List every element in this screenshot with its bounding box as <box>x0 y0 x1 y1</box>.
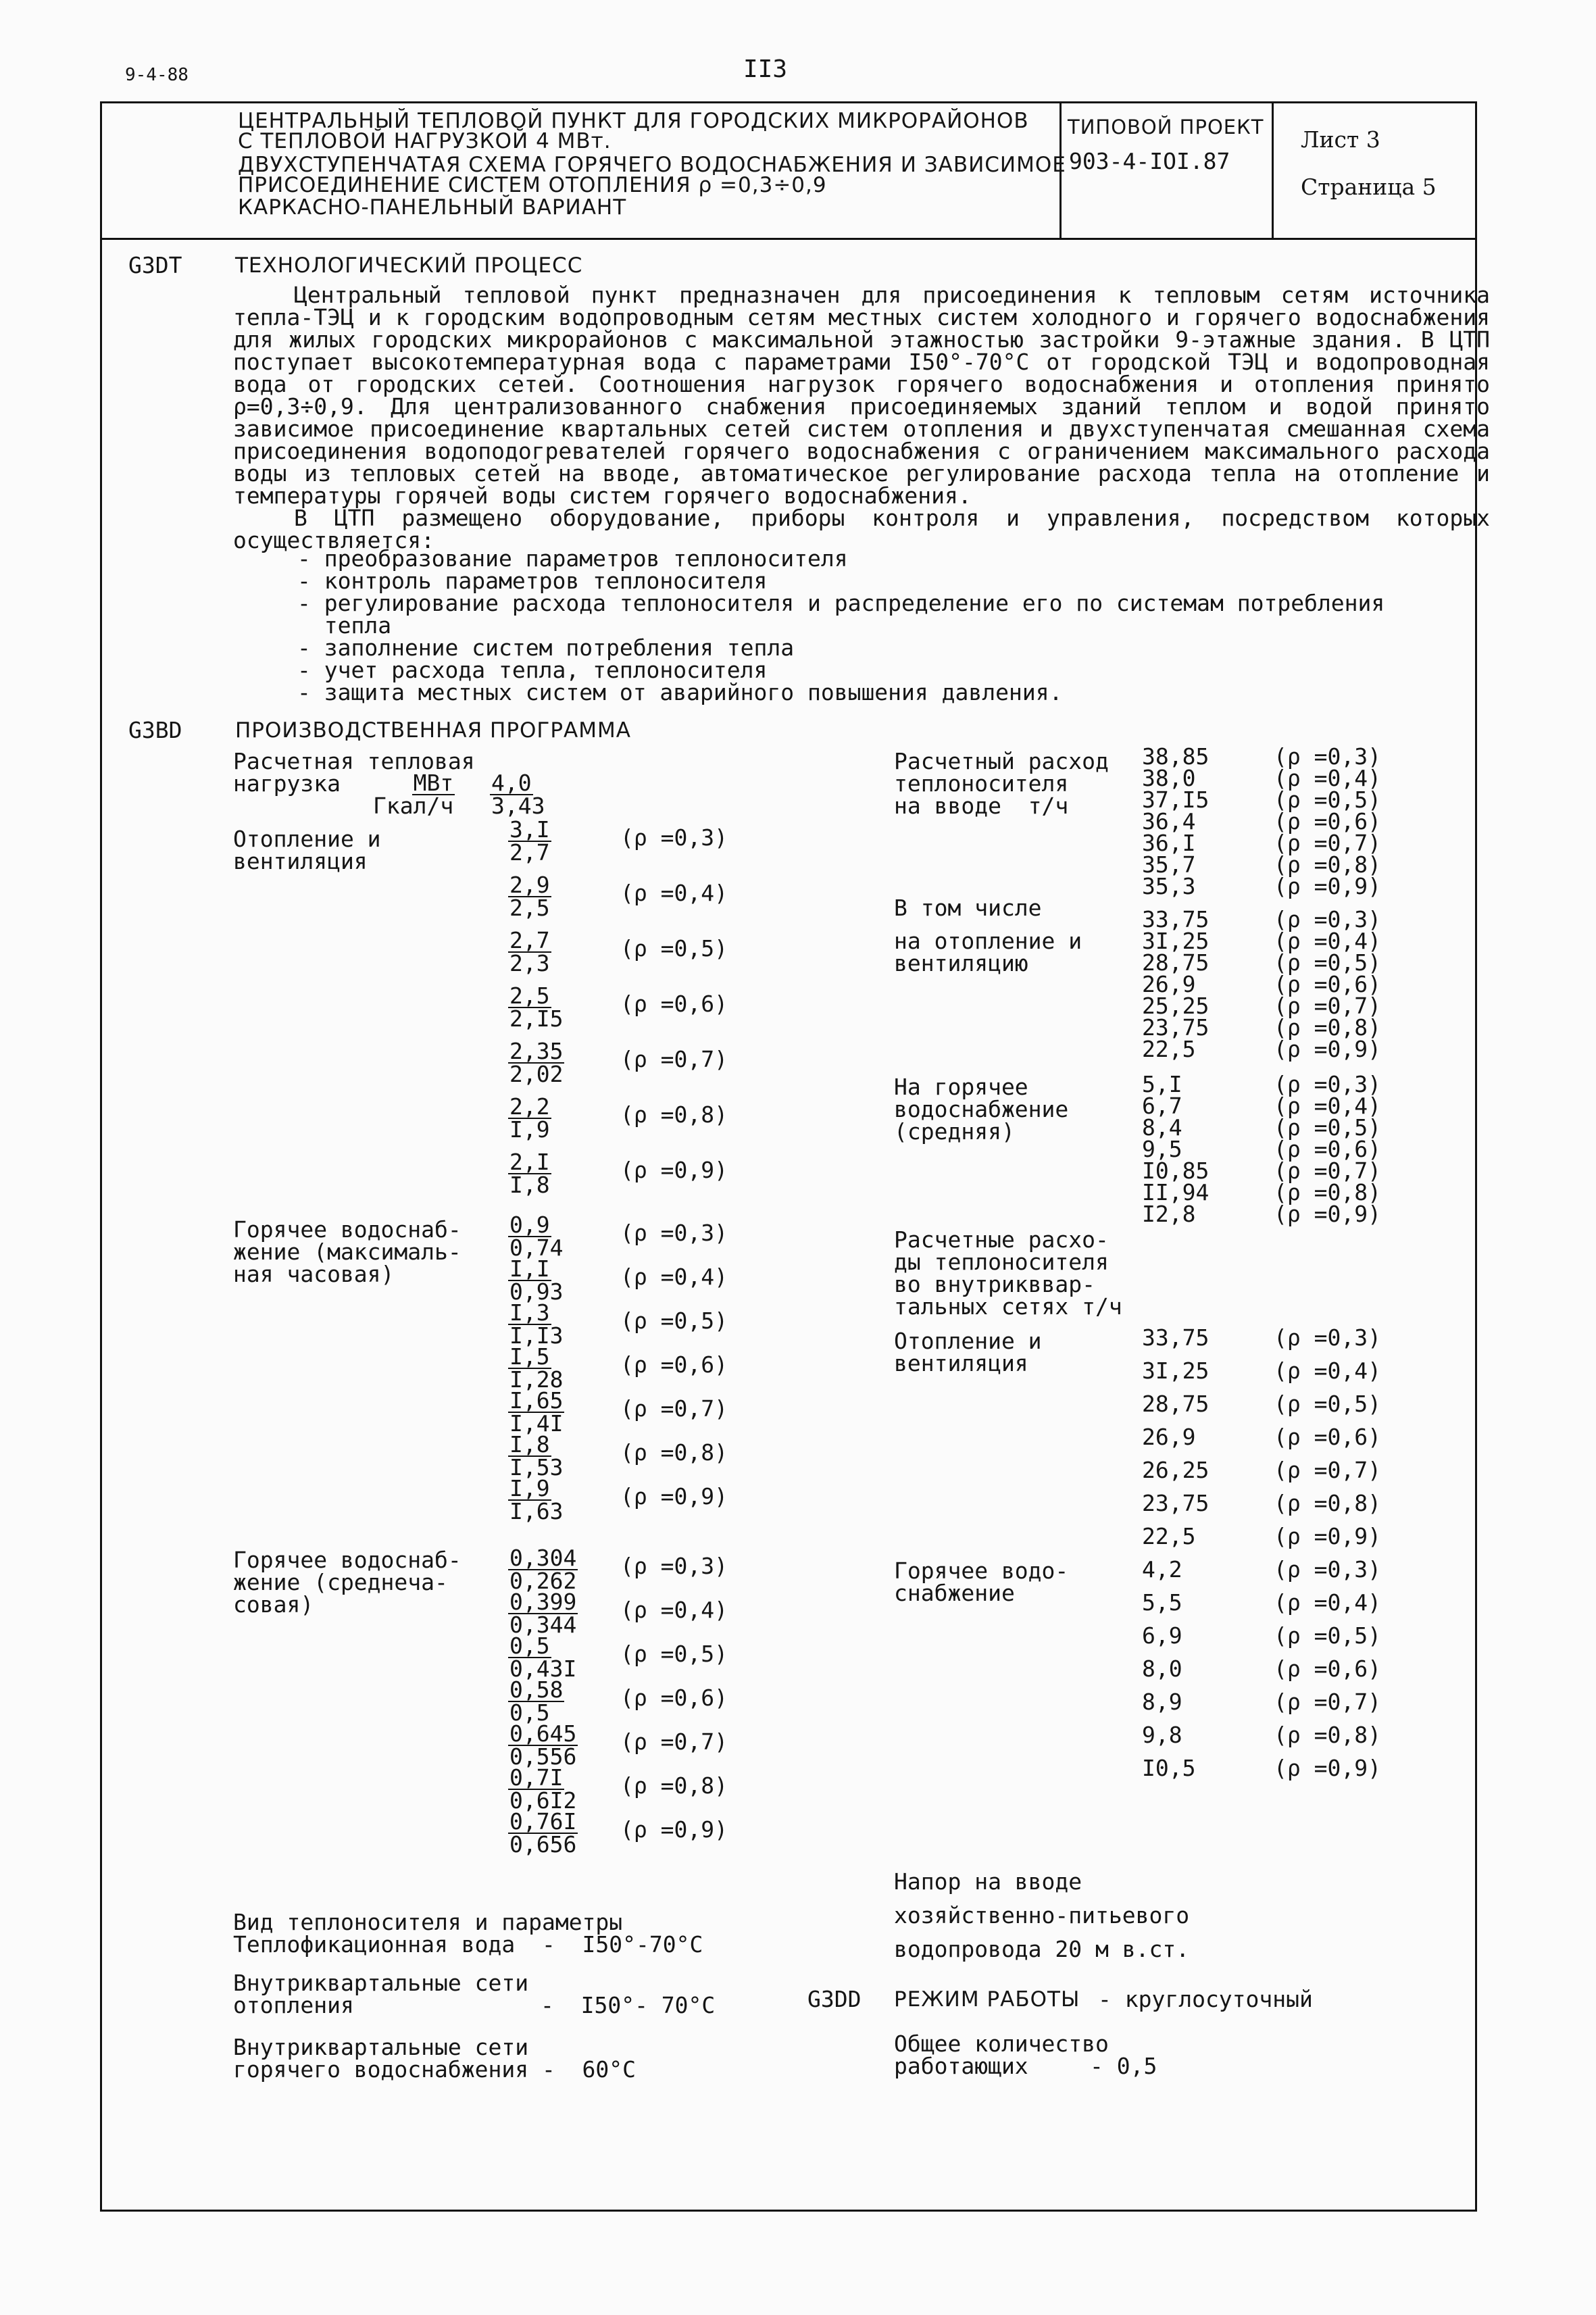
int-heat-label <box>894 1330 1042 1374</box>
header-title-line: ПРИСОЕДИНЕНИЕ СИСТЕМ ОТОПЛЕНИЯ ρ =0,3÷0,9 <box>238 173 827 197</box>
section-code: G3DD <box>807 1986 862 2012</box>
value-fraction <box>508 1547 578 1592</box>
rho-label: (ρ =0,7) <box>1274 993 1381 1019</box>
workers-line: Общее количество <box>894 2031 1109 2057</box>
value-cell: I0,5 <box>1142 1755 1196 1781</box>
value-cell: I2,8 <box>1142 1201 1196 1227</box>
label-line: Отопление и <box>894 1328 1042 1354</box>
rho-label: (ρ =0,8) <box>1274 1014 1381 1041</box>
hw-label <box>894 1076 1068 1143</box>
label-line: Расчетный расход <box>894 748 1109 774</box>
page-label: Страница 5 <box>1301 174 1437 200</box>
rho-label: (ρ =0,5) <box>620 935 728 962</box>
project-number: 903-4-IOI.87 <box>1069 148 1230 174</box>
fraction-num: 0,5 <box>509 1633 550 1659</box>
rho-label: (ρ =0,3) <box>620 1553 728 1579</box>
rho-label: (ρ =0,6) <box>620 1685 728 1711</box>
value-cell: 36,I <box>1142 830 1196 856</box>
label-line: жение (среднеча- <box>233 1569 448 1595</box>
rho-label: (ρ =0,9) <box>620 1483 728 1510</box>
rho-label: (ρ =0,3) <box>1274 1324 1381 1351</box>
value-cell: 38,0 <box>1142 765 1196 791</box>
internal-label <box>894 1228 1122 1318</box>
fraction-den: I,53 <box>509 1454 564 1480</box>
value-cell: 9,8 <box>1142 1722 1182 1748</box>
flow-label <box>894 750 1109 817</box>
label-line: Расчетные расхо- <box>894 1226 1109 1253</box>
value-cell: 38,85 <box>1142 743 1210 770</box>
rho-label: (ρ =0,7) <box>1274 1689 1381 1715</box>
rho-label: (ρ =0,6) <box>1274 1136 1381 1162</box>
fraction-num: I,I <box>509 1255 550 1282</box>
fraction-num: 0,645 <box>509 1720 577 1747</box>
fraction-num: 0,304 <box>509 1545 577 1571</box>
fraction-num: I,3 <box>509 1299 550 1326</box>
value-fraction <box>508 1720 578 1770</box>
value-cell: 5,I <box>1142 1071 1182 1097</box>
rho-label: (ρ =0,8) <box>1274 851 1381 878</box>
label-line: ная часовая) <box>233 1261 395 1287</box>
section-code: G3BD <box>128 717 182 743</box>
bullet-item: - защита местных систем от аварийного повышения давления. <box>297 679 1063 705</box>
value-cell: 26,25 <box>1142 1457 1210 1483</box>
rho-label: (ρ =0,3) <box>1274 906 1381 932</box>
header-title-line: ДВУХСТУПЕНЧАТАЯ СХЕМА ГОРЯЧЕГО ВОДОСНАБЖЕНИЯ И ЗАВИСИМОЕ <box>238 153 1066 177</box>
rho-label: (ρ =0,9) <box>1274 1036 1381 1062</box>
hw-avg-label <box>233 1549 462 1616</box>
fraction-den: 2,7 <box>509 839 550 866</box>
rho-label: (ρ =0,8) <box>620 1439 728 1466</box>
value-cell: 3I,25 <box>1142 1358 1210 1384</box>
tech-paragraph <box>233 284 1490 551</box>
fraction-den: I,28 <box>509 1366 564 1393</box>
value-cell: 3I,25 <box>1142 928 1210 954</box>
value-fraction <box>508 1764 578 1814</box>
rho-label: (ρ =0,4) <box>1274 1589 1381 1616</box>
fraction-den: 2,3 <box>509 950 550 976</box>
value-cell: I0,85 <box>1142 1158 1210 1184</box>
rho-label: (ρ =0,9) <box>620 1816 728 1843</box>
fraction-num: 0,76I <box>509 1808 577 1835</box>
rho-label: (ρ =0,7) <box>620 1728 728 1755</box>
rho-label: (ρ =0,9) <box>1274 1523 1381 1549</box>
fraction-num: I,65 <box>509 1387 564 1414</box>
rho-label: (ρ =0,3) <box>620 824 728 851</box>
value-cell: 22,5 <box>1142 1036 1196 1062</box>
pressure-line: хозяйственно-питьевого <box>894 1902 1190 1928</box>
label-line: совая) <box>233 1591 314 1618</box>
pressure-line: водопровода 20 м в.ст. <box>894 1936 1190 1962</box>
fraction-num: 2,5 <box>509 982 550 1009</box>
value-fraction <box>508 1299 564 1349</box>
rho-label: (ρ =0,7) <box>620 1046 728 1072</box>
fraction-num: 0,58 <box>509 1676 564 1703</box>
rho-label: (ρ =0,4) <box>1274 1093 1381 1119</box>
pressure-note <box>894 1865 1189 1966</box>
tech-bullet-list <box>297 547 1385 703</box>
net-line: отопления - I50°- 70°С <box>233 1992 716 2018</box>
rho-label: (ρ =0,9) <box>620 1157 728 1183</box>
mode-value: - круглосуточный <box>1098 1986 1313 2012</box>
rho-label: (ρ =0,7) <box>1274 1457 1381 1483</box>
label-line: Горячее водоснаб- <box>233 1216 462 1243</box>
tech-paragraph-1: Центральный тепловой пункт предназначен для присоединения к тепловым сетям источника тепла-ТЭЦ и к городским водопроводным сетям местных систем холодного и горячего водоснабжения для жилых городских микрорайонов с максимальной этажностью застройки 9-этажные здания. В ЦТП поступает высокотемпературная вода с параметрами I50°-70°С от городской ТЭЦ и водопроводная вода от городских сетей. Соотношения нагрузок горячего водоснабжения и отопления принято ρ=0,3÷0,9. Для централизованного снабжения присоединяемых зданий теплом и водой принято зависимое присоединение квартальных сетей систем отопления и двухступенчатая смешанная схема присоединения водоподогревателей горячего водоснабжения с ограничением максимального расхода воды из тепловых сетей на вводе, автоматическое регулирование расхода тепла на отопление и температуры горячей воды систем горячего водоснабжения. <box>233 282 1490 509</box>
value-cell: II,94 <box>1142 1179 1210 1205</box>
fraction-num: 0,9 <box>509 1212 550 1238</box>
fraction-den: I,I3 <box>509 1322 564 1349</box>
fraction-den: 0,6I2 <box>509 1787 577 1814</box>
bullet-item: - заполнение систем потребления тепла <box>297 634 795 661</box>
value-cell: 25,25 <box>1142 993 1210 1019</box>
carrier-line: Теплофикационная вода - I50°-70°С <box>233 1931 703 1958</box>
value-cell: 33,75 <box>1142 1324 1210 1351</box>
units-num: МВт <box>413 770 454 796</box>
pressure-line: Напор на вводе <box>894 1868 1082 1895</box>
label-line: (средняя) <box>894 1118 1015 1145</box>
label-line: нагрузка <box>233 770 341 797</box>
net-line: Внутриквартальные сети <box>233 1970 529 1996</box>
value-fraction <box>508 1808 578 1858</box>
rho-label: (ρ =0,4) <box>620 880 728 906</box>
project-label: ТИПОВОЙ ПРОЕКТ <box>1068 116 1264 139</box>
label-line: вентиляцию <box>894 950 1028 976</box>
fraction-den: 0,556 <box>509 1743 577 1770</box>
rho-label: (ρ =0,7) <box>620 1395 728 1422</box>
value-cell: 8,9 <box>1142 1689 1182 1715</box>
value-fraction <box>508 1387 564 1437</box>
header-title-line: КАРКАСНО-ПАНЕЛЬНЫЙ ВАРИАНТ <box>238 195 627 220</box>
rho-label: (ρ =0,7) <box>1274 830 1381 856</box>
section-title: ПРОИЗВОДСТВЕННАЯ ПРОГРАММА <box>235 718 631 743</box>
value-cell: 6,9 <box>1142 1622 1182 1649</box>
value-cell: 23,75 <box>1142 1490 1210 1516</box>
fraction-den: 0,93 <box>509 1278 564 1305</box>
tech-paragraph-2: В ЦТП размещено оборудование, приборы контроля и управления, посредством которых осуществляется: <box>233 505 1490 553</box>
rho-label: (ρ =0,3) <box>1274 1071 1381 1097</box>
value-cell: 6,7 <box>1142 1093 1182 1119</box>
value-fraction <box>508 1676 564 1726</box>
fraction-den: 0,656 <box>509 1831 577 1858</box>
rho-label: (ρ =0,6) <box>1274 808 1381 835</box>
value-cell: 5,5 <box>1142 1589 1182 1616</box>
label-line: Горячее водоснаб- <box>233 1547 462 1573</box>
workers-line: работающих - 0,5 <box>894 2053 1157 2079</box>
bullet-item: - контроль параметров теплоносителя <box>297 568 768 594</box>
label-line: Отопление и <box>233 826 381 852</box>
rho-label: (ρ =0,7) <box>1274 1158 1381 1184</box>
value-fraction <box>508 982 564 1032</box>
fraction-den: 0,5 <box>509 1699 550 1726</box>
rho-label: (ρ =0,5) <box>1274 787 1381 813</box>
rho-label: (ρ =0,4) <box>1274 928 1381 954</box>
hw-max-label <box>233 1218 462 1285</box>
value-cell: 35,7 <box>1142 851 1196 878</box>
rho-label: (ρ =0,5) <box>1274 1622 1381 1649</box>
fraction-num: 2,2 <box>509 1093 550 1120</box>
label-line: на отопление и <box>894 928 1082 954</box>
label-line: вентиляция <box>233 848 368 874</box>
value-cell: 8,0 <box>1142 1656 1182 1682</box>
rho-label: (ρ =0,8) <box>620 1101 728 1128</box>
rho-label: (ρ =0,5) <box>1274 1391 1381 1417</box>
rho-label: (ρ =0,8) <box>1274 1722 1381 1748</box>
workers-note <box>894 2031 1157 2079</box>
value-cell: 23,75 <box>1142 1014 1210 1041</box>
sheet-number: Лист 3 <box>1301 126 1380 153</box>
mode-title: РЕЖИМ РАБОТЫ <box>894 1987 1080 2012</box>
bullet-item: - регулирование расхода теплоносителя и распределение его по системам потребления <box>297 590 1385 616</box>
int-hw-label <box>894 1560 1068 1604</box>
label-line: вентиляция <box>894 1350 1028 1376</box>
rho-label: (ρ =0,4) <box>1274 765 1381 791</box>
fraction-num: 3,I <box>509 816 550 843</box>
rho-label: (ρ =0,3) <box>620 1220 728 1246</box>
heating-label <box>233 828 381 872</box>
value-fraction <box>508 1635 578 1680</box>
page-code: 9-4-88 <box>125 65 189 85</box>
value-fraction <box>508 874 551 919</box>
page-number: II3 <box>743 55 788 83</box>
value-fraction <box>508 1214 564 1259</box>
rho-label: (ρ =0,5) <box>1274 1114 1381 1141</box>
label-line: Горячее водо- <box>894 1558 1069 1584</box>
load-fraction <box>490 772 546 817</box>
fraction-den: 0,262 <box>509 1568 577 1594</box>
rho-label: (ρ =0,9) <box>1274 873 1381 899</box>
value-fraction <box>508 1093 551 1143</box>
net-line: Внутриквартальные сети <box>233 2034 529 2060</box>
rho-label: (ρ =0,8) <box>1274 1179 1381 1205</box>
value-cell: 26,9 <box>1142 971 1196 997</box>
fraction-num: I,5 <box>509 1343 550 1370</box>
fraction-den: I,8 <box>509 1172 550 1198</box>
rho-label: (ρ =0,6) <box>620 991 728 1017</box>
rho-label: (ρ =0,5) <box>620 1641 728 1667</box>
fraction-num: 0,399 <box>509 1589 577 1615</box>
section-code: G3DT <box>128 252 182 278</box>
rho-label: (ρ =0,9) <box>1274 1201 1381 1227</box>
fraction-den: 2,5 <box>509 895 550 921</box>
rho-label: (ρ =0,6) <box>1274 971 1381 997</box>
value-fraction <box>508 1475 564 1524</box>
value-cell: 28,75 <box>1142 949 1210 976</box>
incl-label <box>894 897 1082 974</box>
fraction-den: 2,I5 <box>509 1005 564 1032</box>
label-line: тальных сетях т/ч <box>894 1293 1122 1320</box>
fraction-den: 2,02 <box>509 1061 564 1087</box>
fraction-den: 0,344 <box>509 1612 577 1638</box>
value-cell: 8,4 <box>1142 1114 1182 1141</box>
value-cell: 37,I5 <box>1142 787 1210 813</box>
fraction-den: I,9 <box>509 1116 550 1143</box>
fraction-num: 0,7I <box>509 1764 564 1791</box>
fraction-num: 2,7 <box>509 927 550 953</box>
rho-label: (ρ =0,3) <box>1274 1556 1381 1583</box>
rho-label: (ρ =0,6) <box>1274 1424 1381 1450</box>
rho-label: (ρ =0,6) <box>1274 1656 1381 1682</box>
rho-label: (ρ =0,3) <box>1274 743 1381 770</box>
fraction-num: 2,I <box>509 1149 550 1175</box>
section-title: ТЕХНОЛОГИЧЕСКИЙ ПРОЦЕСС <box>235 253 583 278</box>
label-line: снабжение <box>894 1580 1015 1606</box>
value-cell: 4,2 <box>1142 1556 1182 1583</box>
label-line: жение (максималь- <box>233 1239 462 1265</box>
fraction-den: 0,43I <box>509 1656 577 1682</box>
rho-label: (ρ =0,4) <box>620 1264 728 1290</box>
value-fraction <box>508 1343 564 1393</box>
header-title-line: ЦЕНТРАЛЬНЫЙ ТЕПЛОВОЙ ПУНКТ ДЛЯ ГОРОДСКИХ МИКРОРАЙОНОВ <box>238 109 1029 133</box>
bullet-item: - учет расхода тепла, теплоносителя <box>297 657 768 683</box>
value-fraction <box>508 1151 551 1196</box>
header-divider <box>100 238 1477 240</box>
label-line: во внутрикввар- <box>894 1271 1096 1297</box>
value-fraction <box>508 1431 564 1480</box>
label-line: В том числе <box>894 895 1042 921</box>
rho-label: (ρ =0,5) <box>1274 949 1381 976</box>
rho-label: (ρ =0,4) <box>1274 1358 1381 1384</box>
label-line: На горячее <box>894 1074 1028 1100</box>
fraction-num: I,9 <box>509 1475 550 1501</box>
header-vline-2 <box>1272 101 1274 239</box>
value-fraction <box>508 927 551 976</box>
heating-net <box>233 1970 716 2018</box>
bullet-item: - преобразование параметров теплоносителя <box>297 545 848 572</box>
rho-label: (ρ =0,4) <box>620 1597 728 1623</box>
hw-net <box>233 2036 636 2081</box>
units-den: Гкал/ч <box>373 793 454 819</box>
label-line: водоснабжение <box>894 1096 1069 1122</box>
rho-label: (ρ =0,8) <box>620 1772 728 1799</box>
label-line: теплоносителя <box>894 770 1069 797</box>
value-fraction <box>508 1591 578 1636</box>
value-fraction <box>508 1255 564 1305</box>
carrier-line: Вид теплоносителя и параметры <box>233 1909 623 1935</box>
load-num: 4,0 <box>491 770 532 796</box>
value-cell: 33,75 <box>1142 906 1210 932</box>
fraction-den: 0,74 <box>509 1235 564 1261</box>
value-cell: 28,75 <box>1142 1391 1210 1417</box>
value-cell: 35,3 <box>1142 873 1196 899</box>
rho-label: (ρ =0,5) <box>620 1308 728 1334</box>
label-line: на вводе т/ч <box>894 793 1069 819</box>
fraction-num: 2,9 <box>509 872 550 898</box>
value-cell: 22,5 <box>1142 1523 1196 1549</box>
rho-label: (ρ =0,6) <box>620 1351 728 1378</box>
fraction-num: I,8 <box>509 1431 550 1458</box>
rho-label: (ρ =0,8) <box>1274 1490 1381 1516</box>
label-line: ды теплоносителя <box>894 1249 1109 1275</box>
net-line: горячего водоснабжения - 60°С <box>233 2056 637 2083</box>
value-fraction <box>508 1038 564 1087</box>
value-cell: 26,9 <box>1142 1424 1196 1450</box>
carrier-params <box>233 1911 703 1956</box>
value-cell: 36,4 <box>1142 808 1196 835</box>
value-cell: 9,5 <box>1142 1136 1182 1162</box>
bullet-item: тепла <box>297 612 392 639</box>
header-title-line: С ТЕПЛОВОЙ НАГРУЗКОЙ 4 МВт. <box>238 129 612 153</box>
rho-label: (ρ =0,9) <box>1274 1755 1381 1781</box>
units-fraction <box>372 772 455 817</box>
fraction-den: I,63 <box>509 1498 564 1524</box>
fraction-den: I,4I <box>509 1410 564 1437</box>
value-fraction <box>508 816 551 866</box>
fraction-num: 2,35 <box>509 1038 564 1064</box>
load-den: 3,43 <box>491 793 545 819</box>
label-line: Расчетная тепловая <box>233 748 475 774</box>
